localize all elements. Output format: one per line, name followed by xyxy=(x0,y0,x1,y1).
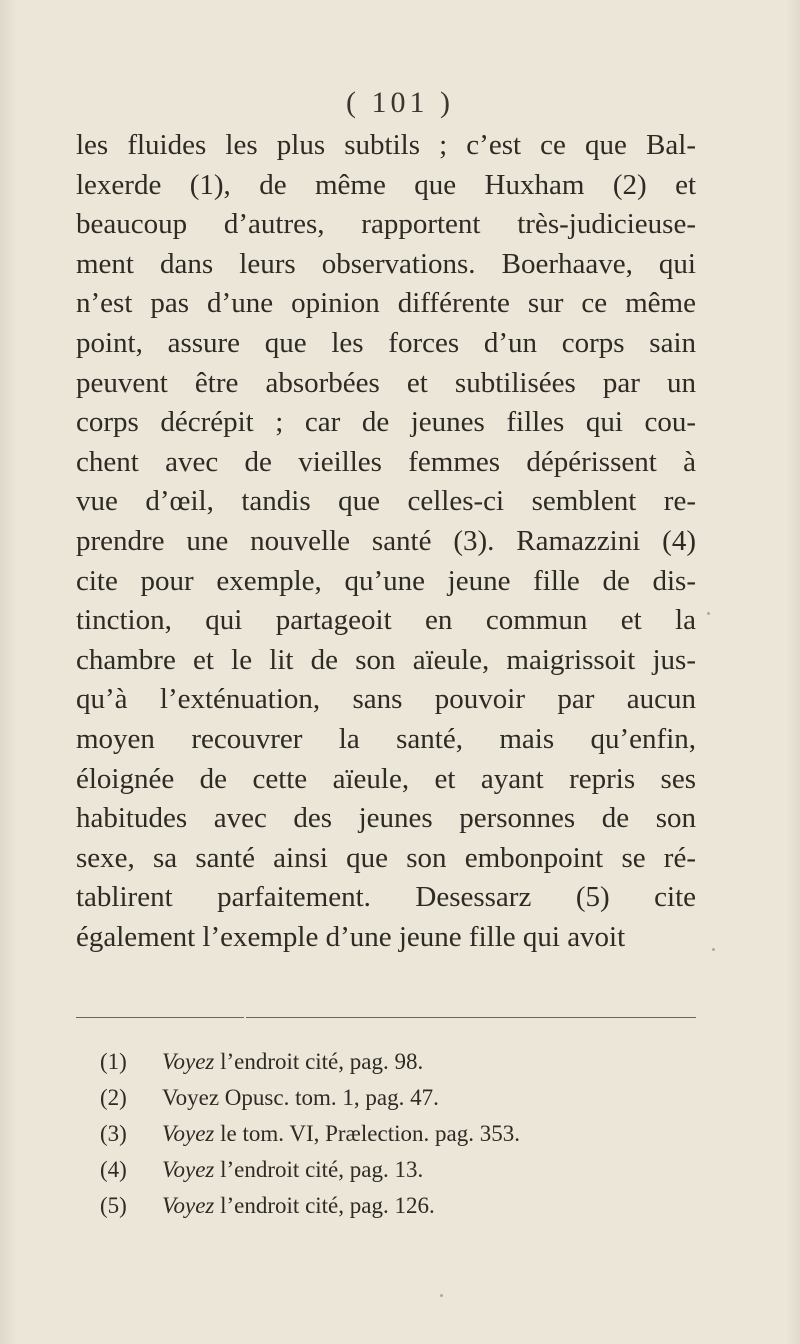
footnote-rule xyxy=(246,1017,696,1018)
text-line: cite pour exemple, qu’une jeune fille de dis- xyxy=(76,564,696,597)
text-line: point, assure que les forces d’un corps sain xyxy=(76,326,696,359)
text-line: peuvent être absorbées et subtilisées par un xyxy=(76,366,696,399)
text-line: n’est pas d’une opinion différente sur ce même xyxy=(76,287,696,320)
text-line: habitudes avec des jeunes personnes de son xyxy=(76,802,696,835)
footnote xyxy=(100,1080,660,1116)
body-text xyxy=(76,126,696,957)
footnote-lead: Voyez xyxy=(162,1049,215,1074)
text-line: chambre et le lit de son aïeule, maigrissoit jus- xyxy=(76,643,696,676)
text-line: tinction, qui partageoit en commun et la xyxy=(76,604,696,637)
footnote-text: l’endroit cité, pag. 13. xyxy=(214,1157,424,1182)
text-line: éloignée de cette aïeule, et ayant repris ses xyxy=(76,762,696,795)
footnote-text: l’endroit cité, pag. 98. xyxy=(214,1049,424,1074)
paper-speck xyxy=(707,612,710,615)
footnote-text: le tom. VI, Prælection. pag. 353. xyxy=(214,1121,520,1146)
footnote xyxy=(100,1044,660,1080)
text-line: corps décrépit ; car de jeunes filles qui cou- xyxy=(76,406,696,439)
footnote-text: l’endroit cité, pag. 126. xyxy=(214,1193,435,1218)
text-line: qu’à l’exténuation, sans pouvoir par aucun xyxy=(76,683,696,716)
text-line: tablirent parfaitement. Desessarz (5) cite xyxy=(76,881,696,914)
footnote xyxy=(100,1116,660,1152)
footnote-rule xyxy=(76,1017,244,1018)
footnote-number: (1) xyxy=(100,1049,127,1074)
footnote-number: (5) xyxy=(100,1193,127,1218)
footnote-number: (3) xyxy=(100,1121,127,1146)
footnote-number: (2) xyxy=(100,1085,127,1110)
footnote-text: Voyez Opusc. tom. 1, pag. 47. xyxy=(162,1085,439,1110)
paper-speck xyxy=(440,1294,443,1297)
footnote-lead: Voyez xyxy=(162,1121,215,1146)
text-line: sexe, sa santé ainsi que son embonpoint se ré- xyxy=(76,841,696,874)
footnote xyxy=(100,1188,660,1224)
text-line: chent avec de vieilles femmes dépérissent à xyxy=(76,445,696,478)
footnote-number: (4) xyxy=(100,1157,127,1182)
text-line: moyen recouvrer la santé, mais qu’enfin, xyxy=(76,722,696,755)
footnotes xyxy=(100,1044,660,1224)
footnote xyxy=(100,1152,660,1188)
text-line: prendre une nouvelle santé (3). Ramazzini (4) xyxy=(76,524,696,557)
text-line: vue d’œil, tandis que celles-ci semblent re- xyxy=(76,485,696,518)
paper-speck xyxy=(712,948,715,951)
page-number: ( 101 ) xyxy=(346,86,454,119)
text-line: les fluides les plus subtils ; c’est ce que Bal- xyxy=(76,129,696,161)
text-line: lexerde (1), de même que Huxham (2) et xyxy=(76,168,696,201)
footnote-lead: Voyez xyxy=(162,1157,215,1182)
text-line: également l’exemple d’une jeune fille qui avoit xyxy=(76,920,626,953)
text-line: beaucoup d’autres, rapportent très-judicieuse- xyxy=(76,208,696,241)
footnote-lead: Voyez xyxy=(162,1193,215,1218)
text-line: ment dans leurs observations. Boerhaave, qui xyxy=(76,247,696,280)
